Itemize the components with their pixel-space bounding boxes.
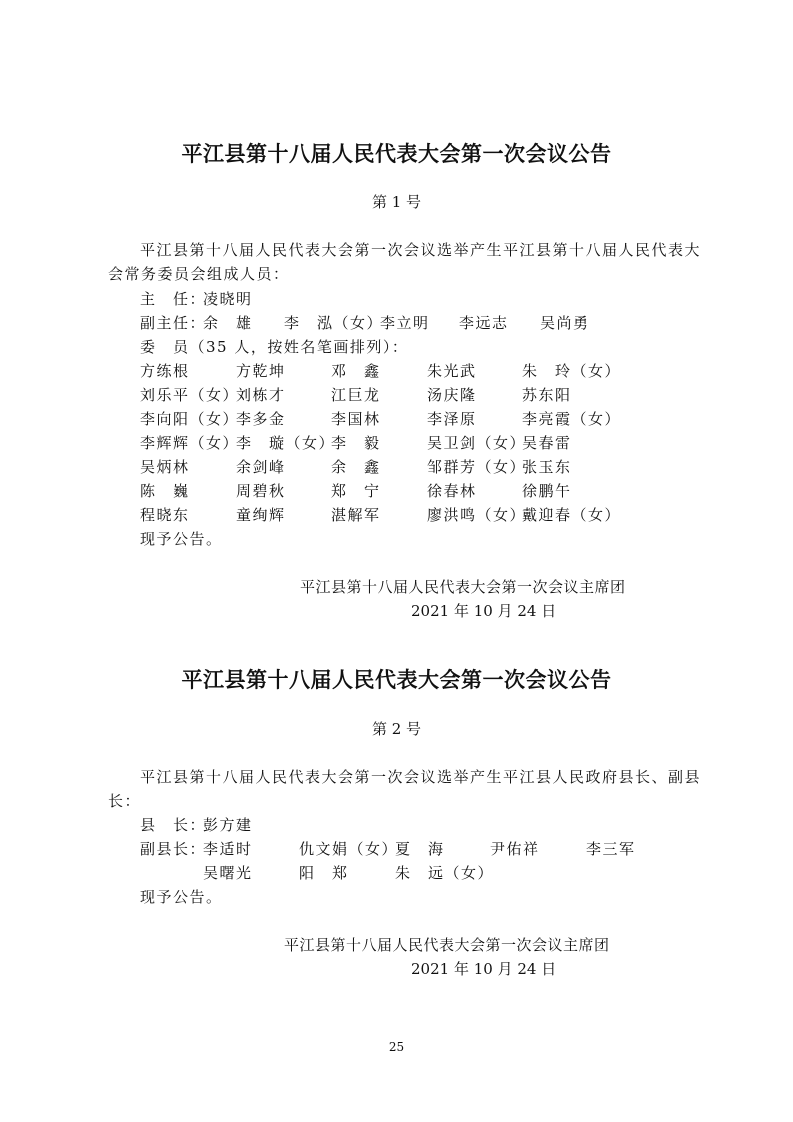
deputy-head-name: 夏 海 bbox=[395, 840, 445, 858]
member-name: 朱光武 bbox=[427, 362, 477, 380]
deputy-head-name: 吴曙光 bbox=[203, 864, 253, 882]
county-head-label: 县 长： bbox=[140, 816, 207, 834]
member-name: 湛解军 bbox=[331, 506, 381, 524]
member-name: 吴春雷 bbox=[522, 434, 572, 452]
bulletin-2-title: 平江县第十八届人民代表大会第一次会议公告 bbox=[181, 668, 612, 692]
member-name: 徐春林 bbox=[427, 482, 477, 500]
page-number: 25 bbox=[388, 1040, 405, 1054]
chair-name: 凌晓明 bbox=[203, 290, 253, 308]
deputy-head-name: 朱 远（女） bbox=[395, 864, 495, 882]
bulletin-1-closing: 现予公告。 bbox=[140, 530, 223, 548]
member-name: 苏东阳 bbox=[522, 386, 572, 404]
deputy-head-name: 阳 郑 bbox=[299, 864, 349, 882]
bulletin-2-date: 2021 年 10 月 24 日 bbox=[411, 960, 557, 978]
member-name: 李向阳（女） bbox=[140, 410, 240, 428]
bulletin-2-intro-line1: 平江县第十八届人民代表大会第一次会议选举产生平江县人民政府县长、副县 bbox=[140, 768, 702, 786]
member-name: 李 毅 bbox=[331, 434, 381, 452]
member-name: 李亮霞（女） bbox=[522, 410, 622, 428]
member-name: 李多金 bbox=[236, 410, 286, 428]
member-name: 李泽原 bbox=[427, 410, 477, 428]
member-name: 廖洪鸣（女） bbox=[427, 506, 527, 524]
bulletin-1-intro-line2: 会常务委员会组成人员： bbox=[108, 265, 290, 283]
member-name: 方乾坤 bbox=[236, 362, 286, 380]
bulletin-2-number: 第 2 号 bbox=[371, 720, 422, 738]
member-name: 徐鹏午 bbox=[522, 482, 572, 500]
members-label: 委 员（35 人，按姓名笔画排列）： bbox=[140, 338, 409, 356]
member-name: 朱 玲（女） bbox=[522, 362, 622, 380]
bulletin-1-signature: 平江县第十八届人民代表大会第一次会议主席团 bbox=[300, 578, 626, 596]
member-name: 童绚辉 bbox=[236, 506, 286, 524]
member-name: 吴卫剑（女） bbox=[427, 434, 527, 452]
member-name: 邓 鑫 bbox=[331, 362, 381, 380]
vice-chair-name: 吴尚勇 bbox=[540, 314, 590, 332]
county-head-name: 彭方建 bbox=[203, 816, 253, 834]
vice-chair-label: 副主任： bbox=[140, 314, 207, 332]
deputy-head-label: 副县长： bbox=[140, 840, 207, 858]
bulletin-1-date: 2021 年 10 月 24 日 bbox=[411, 602, 557, 620]
member-name: 程晓东 bbox=[140, 506, 190, 524]
vice-chair-name: 李远志 bbox=[459, 314, 509, 332]
member-name: 周碧秋 bbox=[236, 482, 286, 500]
member-name: 刘栋才 bbox=[236, 386, 286, 404]
bulletin-2-signature: 平江县第十八届人民代表大会第一次会议主席团 bbox=[284, 936, 610, 954]
bulletin-1-number: 第 1 号 bbox=[371, 193, 422, 211]
member-name: 李 璇（女） bbox=[236, 434, 336, 452]
deputy-head-name: 仇文娟（女） bbox=[299, 840, 399, 858]
member-name: 汤庆隆 bbox=[427, 386, 477, 404]
deputy-head-name: 尹佑祥 bbox=[490, 840, 540, 858]
member-name: 李辉辉（女） bbox=[140, 434, 240, 452]
member-name: 李国林 bbox=[331, 410, 381, 428]
member-name: 戴迎春（女） bbox=[522, 506, 622, 524]
deputy-head-name: 李适时 bbox=[203, 840, 253, 858]
deputy-head-name: 李三军 bbox=[586, 840, 636, 858]
member-name: 余剑峰 bbox=[236, 458, 286, 476]
member-name: 陈 巍 bbox=[140, 482, 190, 500]
member-name: 余 鑫 bbox=[331, 458, 381, 476]
vice-chair-name: 李立明 bbox=[380, 314, 430, 332]
bulletin-1-intro-line1: 平江县第十八届人民代表大会第一次会议选举产生平江县第十八届人民代表大 bbox=[140, 241, 702, 259]
bulletin-1-title: 平江县第十八届人民代表大会第一次会议公告 bbox=[181, 142, 612, 166]
member-name: 张玉东 bbox=[522, 458, 572, 476]
member-name: 江巨龙 bbox=[331, 386, 381, 404]
member-name: 郑 宁 bbox=[331, 482, 381, 500]
member-name: 邹群芳（女） bbox=[427, 458, 527, 476]
vice-chair-name: 余 雄 bbox=[203, 314, 253, 332]
bulletin-2-intro-line2: 长： bbox=[108, 792, 142, 810]
member-name: 方练根 bbox=[140, 362, 190, 380]
member-name: 刘乐平（女） bbox=[140, 386, 240, 404]
bulletin-2-closing: 现予公告。 bbox=[140, 888, 223, 906]
chair-label: 主 任： bbox=[140, 290, 207, 308]
member-name: 吴炳林 bbox=[140, 458, 190, 476]
vice-chair-name: 李 泓（女） bbox=[284, 314, 384, 332]
